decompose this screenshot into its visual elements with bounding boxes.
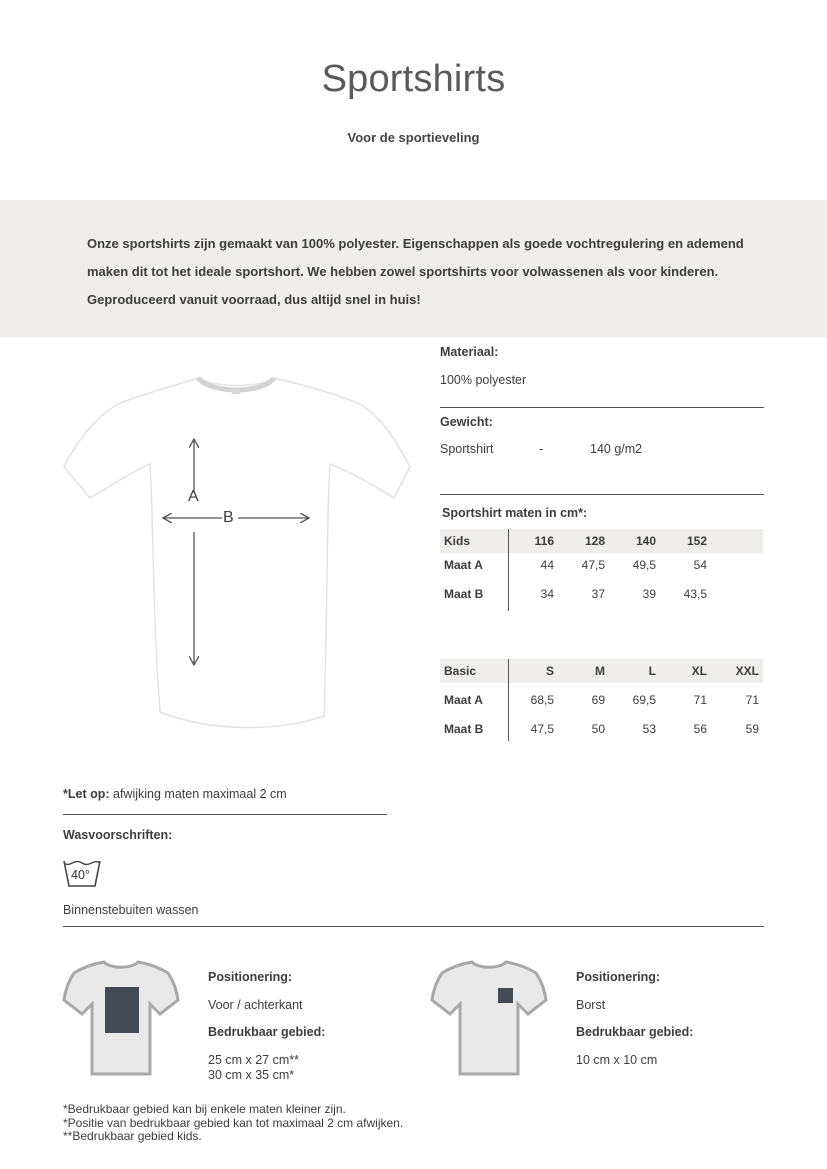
position-label: Positionering: bbox=[576, 970, 661, 984]
footnotes bbox=[63, 1103, 403, 1144]
table-header-cell: XL bbox=[656, 659, 707, 683]
table-cell: 39 bbox=[642, 587, 656, 601]
table-row bbox=[440, 683, 763, 717]
table-header-row bbox=[440, 529, 763, 553]
table-cell: 59 bbox=[745, 722, 759, 736]
table-header-cell: 140 bbox=[605, 529, 656, 553]
table-header-cell: XXL bbox=[707, 659, 763, 683]
intro-line: Onze sportshirts zijn gemaakt van 100% polyester. Eigenschappen als goede vochtregulering en ademend bbox=[87, 236, 744, 251]
print-area-value: 25 cm x 27 cm** bbox=[208, 1053, 300, 1067]
table-cell: 34 bbox=[540, 587, 554, 601]
wash-icon-label: 40° bbox=[71, 868, 90, 882]
table-row bbox=[440, 553, 763, 577]
position-value: Borst bbox=[576, 998, 606, 1012]
table-cell: 37 bbox=[591, 587, 605, 601]
material-value: 100% polyester bbox=[440, 373, 527, 387]
table-cell: 53 bbox=[642, 722, 656, 736]
material-label: Materiaal: bbox=[440, 345, 499, 359]
table-header-cell: M bbox=[554, 659, 605, 683]
weight-label: Gewicht: bbox=[440, 415, 493, 429]
table-cell: 47,5 bbox=[530, 722, 554, 736]
table-header-cell: 152 bbox=[656, 529, 707, 553]
weight-value: 140 g/m2 bbox=[590, 442, 643, 456]
table-header-cell: L bbox=[605, 659, 656, 683]
table-row bbox=[440, 717, 763, 741]
print-area-label: Bedrukbaar gebied: bbox=[208, 1025, 326, 1039]
measure-label-a: A bbox=[188, 488, 199, 505]
table-cell: 54 bbox=[693, 558, 707, 572]
table-cell: 44 bbox=[540, 558, 554, 572]
position-value: Voor / achterkant bbox=[208, 998, 303, 1012]
sizes-title: Sportshirt maten in cm*: bbox=[442, 506, 588, 520]
print-area bbox=[105, 987, 139, 1033]
print-area-label: Bedrukbaar gebied: bbox=[576, 1025, 694, 1039]
table-header-row bbox=[440, 659, 763, 683]
table-header-cell: Kids bbox=[440, 529, 508, 553]
table-cell: 69 bbox=[591, 693, 605, 707]
weight-dash: - bbox=[539, 442, 544, 456]
shirt-print-chest-icon bbox=[430, 958, 548, 1078]
table-cell: 49,5 bbox=[632, 558, 656, 572]
page-subtitle: Voor de sportieveling bbox=[347, 130, 480, 145]
table-header-cell: 116 bbox=[508, 529, 554, 553]
position-label: Positionering: bbox=[208, 970, 293, 984]
measure-label-b: B bbox=[223, 509, 234, 526]
kids-size-table bbox=[440, 529, 763, 611]
note-text: afwijking maten maximaal 2 cm bbox=[109, 787, 287, 801]
table-cell: Maat B bbox=[440, 577, 508, 611]
weight-item: Sportshirt bbox=[440, 442, 494, 456]
intro-line: maken dit tot het ideale sportshort. We hebben zowel sportshirts voor volwassenen als voor kinderen. bbox=[87, 264, 719, 279]
table-cell: Maat A bbox=[440, 683, 508, 717]
table-cell: 71 bbox=[693, 693, 707, 707]
intro-line: Geproduceerd vanuit voorraad, dus altijd snel in huis! bbox=[87, 292, 421, 307]
wash-label: Wasvoorschriften: bbox=[63, 828, 173, 842]
shirt-measurement-diagram bbox=[60, 372, 416, 734]
page-title: Sportshirts bbox=[321, 58, 506, 100]
footnote: *Positie van bedrukbaar gebied kan tot maximaal 2 cm afwijken. bbox=[63, 1115, 404, 1130]
print-area-value: 10 cm x 10 cm bbox=[576, 1053, 658, 1067]
table-cell: 47,5 bbox=[581, 558, 605, 572]
table-header-cell: S bbox=[508, 659, 554, 683]
shirt-print-front-back-icon bbox=[62, 958, 180, 1078]
table-cell: Maat A bbox=[440, 553, 508, 577]
print-area bbox=[498, 988, 513, 1003]
table-header-cell: 128 bbox=[554, 529, 605, 553]
footnote: **Bedrukbaar gebied kids. bbox=[63, 1129, 202, 1143]
table-cell: 68,5 bbox=[530, 693, 554, 707]
table-header-cell: Basic bbox=[440, 659, 508, 683]
basic-size-table bbox=[440, 659, 763, 741]
table-row bbox=[440, 577, 763, 611]
footnote: *Bedrukbaar gebied kan bij enkele maten kleiner zijn. bbox=[63, 1102, 346, 1116]
print-area-values bbox=[208, 1053, 299, 1083]
measure-note bbox=[63, 787, 287, 801]
table-cell: 69,5 bbox=[632, 693, 656, 707]
divider bbox=[440, 407, 764, 408]
divider bbox=[63, 926, 764, 927]
intro-text bbox=[87, 230, 757, 314]
table-cell: 56 bbox=[693, 722, 707, 736]
table-cell: 43,5 bbox=[683, 587, 707, 601]
wash-instruction: Binnenstebuiten wassen bbox=[63, 903, 199, 917]
note-bold: *Let op: bbox=[63, 787, 110, 801]
table-cell: 71 bbox=[745, 693, 759, 707]
divider bbox=[440, 494, 764, 495]
table-cell: Maat B bbox=[440, 717, 508, 741]
divider bbox=[63, 814, 387, 815]
table-cell: 50 bbox=[591, 722, 605, 736]
print-area-value: 30 cm x 35 cm* bbox=[208, 1068, 295, 1082]
shirt-shape bbox=[64, 378, 410, 728]
